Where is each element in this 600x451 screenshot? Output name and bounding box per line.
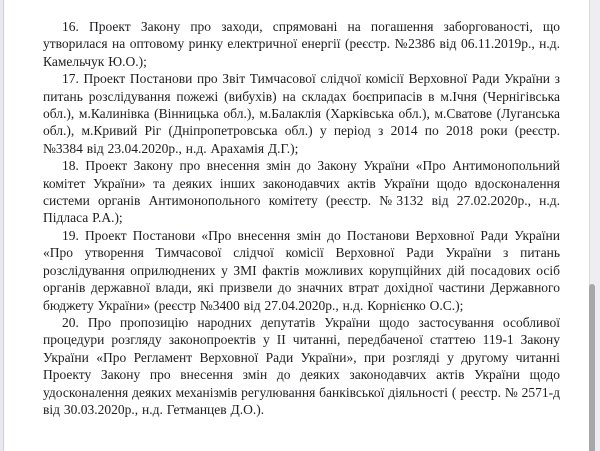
list-item-17: 17. Проект Постанови про Звіт Тимчасової слідчої комісії Верховної Ради України з питань розслідування пожежі (вибухів) на складах боєприпасів в м.Ічня (Чернігівська обл.), м.Калинівка (Вінницька обл.), м.Балаклія (Харківська обл.), м.Сватове (Луганська обл.), м.Кривий Ріг (Дніпропетровська обл.) у період з 2014 по 2018 роки (реєстр. №3384 від 23.04.2020р., н.д. Арахамія Д.Г.); (43, 71, 560, 156)
document-page (4, 0, 589, 451)
scrollbar-thumb[interactable] (589, 284, 595, 451)
list-item-20: 20. Про пропозицію народних депутатів України щодо застосування особливої процедури розгляду законопроектів у II читанні, передбаченої статтею 119-1 Закону України «Про Регламент Верховної Ради України», при розгляді у другому читанні Проекту Закону про внесення змін до деяких законодавчих актів України щодо удосконалення деяких механізмів регулювання банківської діяльності ( реєстр. № 2571-д від 30.03.2020р., н.д. Гетманцев Д.О.). (43, 314, 560, 417)
list-item-19: 19. Проект Постанови «Про внесення змін до Постанови Верховної Ради України «Про утворення Тимчасової слідчої комісії Верховної Ради України з питань розслідування оприлюднених у ЗМІ фактів можливих корупційних дій посадових осіб органів державної влади, які призвели до значних втрат дохідної частини Державного бюджету України» (реєстр №3400 від 27.04.2020р., н.д. Корнієнко О.С.); (43, 227, 560, 313)
list-item-16: 16. Проект Закону про заходи, спрямовані на погашення заборгованості, що утворилася на оптовому ринку електричної енергії (реєстр. №2386 від 06.11.2019р., н.д. Камельчук Ю.О.); (43, 19, 560, 69)
list-item-18: 18. Проект Закону про внесення змін до Закону України «Про Антимонопольний комітет України» та деяких інших законодавчих актів України щодо вдосконалення системи органів Антимонопольного комітету (реєстр. №3132 від 27.02.2020р., н.д. Підласа Р.А.); (43, 158, 560, 226)
